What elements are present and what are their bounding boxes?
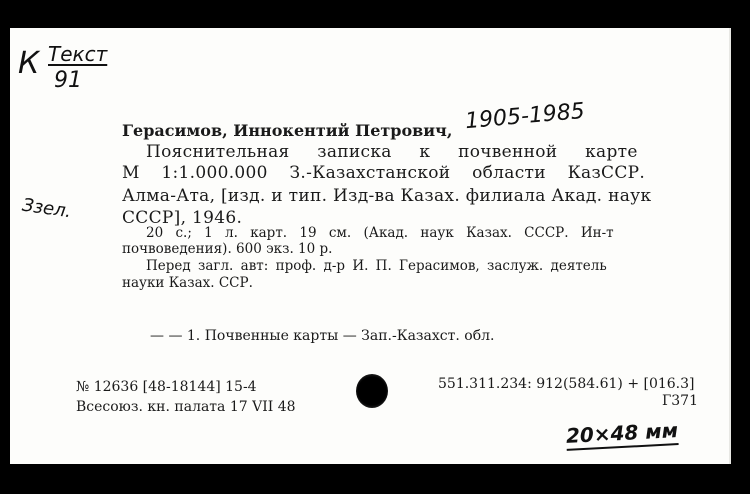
collation-line-1: 20 с.; 1 л. карт. 19 см. (Акад. наук Казах. СССР. Ин-т <box>146 225 614 241</box>
title-line-1: Пояснительная записка к почвенной карте <box>146 142 638 162</box>
catalog-card <box>10 28 731 464</box>
author-heading: Герасимов, Иннокентий Петрович, <box>122 121 453 140</box>
collation-line-4: науки Казах. ССР. <box>122 275 253 291</box>
author-mark: Г371 <box>662 393 698 409</box>
book-chamber-date: Всесоюз. кн. палата 17 VII 48 <box>76 399 296 415</box>
record-number: № 12636 [48-18144] 15-4 <box>76 379 257 395</box>
call-number-top: Текст <box>48 42 108 66</box>
punch-hole <box>356 374 388 408</box>
collation-line-3: Перед загл. авт: проф. д-р И. П. Герасимов, заслуж. деятель <box>146 258 607 274</box>
title-line-2: М 1:1.000.000 З.-Казахстанской области КазССР. <box>122 163 646 183</box>
collation-line-2: почвоведения). 600 экз. 10 р. <box>122 241 333 257</box>
handwritten-margin-note: Ззел. <box>20 194 73 223</box>
handwritten-size-note: 20×48 мм <box>565 418 678 451</box>
title-line-4: СССР], 1946. <box>122 208 243 228</box>
udc-classification: 551.311.234: 912(584.61) + [016.3] <box>438 376 695 392</box>
call-number-bottom: 91 <box>54 68 82 93</box>
subject-tracing: — — 1. Почвенные карты — Зап.-Казахст. обл. <box>150 328 495 344</box>
title-line-3: Алма-Ата, [изд. и тип. Изд-ва Казах. филиала Акад. наук <box>122 186 652 206</box>
handwritten-years: 1905-1985 <box>464 98 586 135</box>
call-number-prefix: К <box>18 46 40 81</box>
